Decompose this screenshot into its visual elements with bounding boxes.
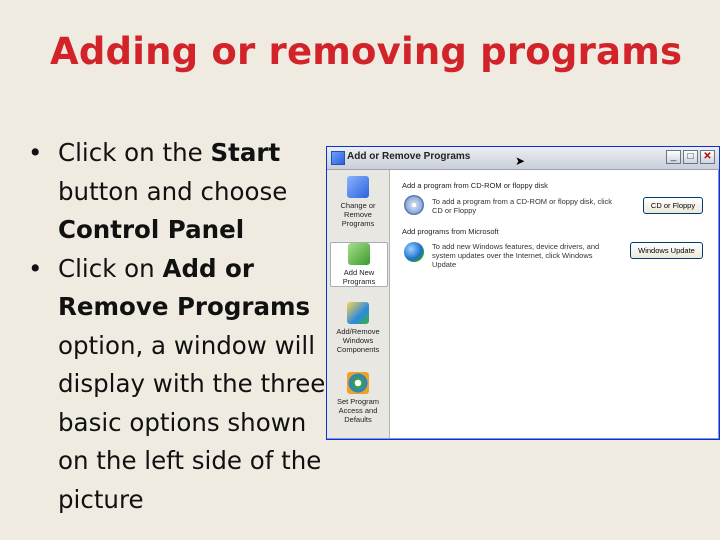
bullet1-prefix: Click on the: [58, 138, 211, 167]
add-programs-icon: [348, 243, 370, 265]
maximize-button[interactable]: □: [683, 150, 698, 164]
cd-disc-icon: [404, 195, 424, 215]
change-remove-icon: [347, 176, 369, 198]
defaults-icon: [347, 372, 369, 394]
bullet-item-start: [28, 134, 328, 250]
windows-update-button[interactable]: Windows Update: [630, 242, 703, 259]
sidebar-item-change-remove[interactable]: [330, 176, 386, 228]
sidebar-item-label: Add New Programs: [342, 268, 376, 286]
close-button[interactable]: ✕: [700, 150, 715, 164]
slide-title: Adding or removing programs: [50, 30, 683, 73]
minimize-button[interactable]: _: [666, 150, 681, 164]
bullet-dot: •: [28, 253, 43, 283]
windows-components-icon: [347, 302, 369, 324]
main-content: [390, 170, 718, 438]
sidebar-item-label: Set Program Access and Defaults: [336, 397, 380, 424]
cd-description: To add a program from a CD-ROM or floppy disk, click CD or Floppy: [432, 197, 613, 215]
bullet2-add-remove: Add or Remove Programs: [58, 253, 311, 321]
mouse-cursor-icon: ➤: [515, 154, 526, 168]
bullet-list: [28, 134, 328, 519]
bullet1-control-panel: Control Panel: [58, 215, 245, 244]
windows-update-globe-icon: [404, 242, 424, 262]
cd-section-header: Add a program from CD-ROM or floppy disk: [402, 181, 548, 190]
window-titlebar[interactable]: [327, 147, 719, 170]
sidebar-item-windows-components[interactable]: [330, 302, 386, 354]
sidebar-item-program-defaults[interactable]: [330, 372, 386, 424]
bullet-dot: •: [28, 138, 43, 167]
add-remove-programs-window: [326, 146, 720, 440]
bullet1-middle: button and choose: [58, 176, 288, 206]
bullet2-prefix: Click on: [58, 253, 163, 283]
cd-or-floppy-button[interactable]: CD or Floppy: [643, 197, 703, 214]
bullet-item-add-remove: [28, 250, 328, 520]
sidebar-item-label: Change or Remove Programs: [340, 201, 376, 228]
bullet1-start: Start: [210, 138, 281, 167]
sidebar: [327, 170, 390, 438]
sidebar-item-add-new[interactable]: [330, 242, 388, 287]
microsoft-section-header: Add programs from Microsoft: [402, 227, 499, 236]
control-panel-icon: [331, 151, 345, 165]
window-title: Add or Remove Programs: [347, 151, 471, 162]
microsoft-description: To add new Windows features, device drivers, and system updates over the Internet, click Windows Update: [432, 242, 600, 269]
sidebar-item-label: Add/Remove Windows Components: [336, 327, 380, 354]
bullet2-suffix: option, a window will display with the three basic options shown on the left side of the picture: [58, 330, 326, 514]
